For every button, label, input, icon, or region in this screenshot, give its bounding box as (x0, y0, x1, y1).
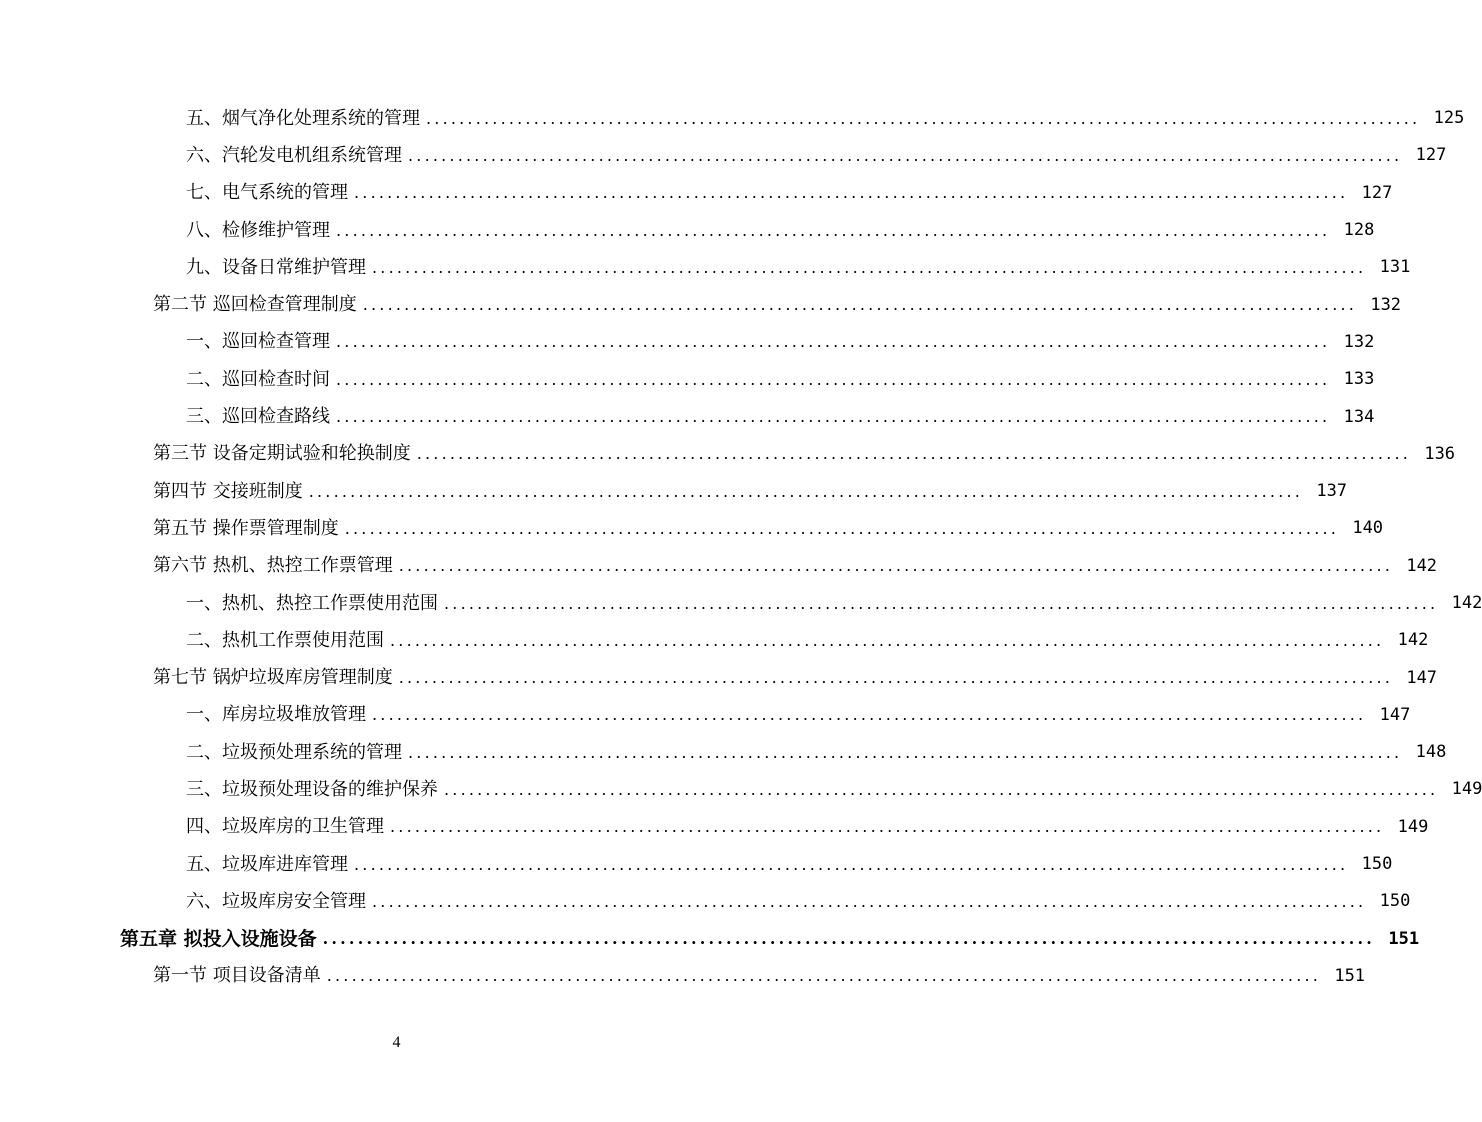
toc-entry-label: 六、垃圾库房安全管理 (186, 890, 366, 912)
toc-entry-label: 六、汽轮发电机组系统管理 (186, 144, 402, 166)
toc-entry-label: 九、设备日常维护管理 (186, 256, 366, 278)
toc-entry-label: 第四节 交接班制度 (153, 480, 303, 502)
toc-leader-dots: ........................................................................................................................ (372, 891, 1367, 911)
toc-entry[interactable] (0, 175, 1393, 212)
toc-entry[interactable] (0, 548, 1438, 585)
toc-entry-label: 第五章 拟投入设施设备 (120, 927, 317, 950)
toc-entry-page: 147 (1406, 667, 1438, 688)
toc-entry[interactable] (0, 212, 1375, 249)
toc-entry-page: 132 (1343, 331, 1375, 352)
toc-leader-dots: ........................................................................................................................ (390, 630, 1385, 650)
table-of-contents (0, 100, 1482, 995)
toc-entry-page: 149 (1397, 816, 1429, 837)
toc-leader-dots: ........................................................................................................................ (416, 444, 1412, 464)
toc-entry-page: 131 (1379, 257, 1411, 278)
toc-leader-dots: ........................................................................................................................ (344, 518, 1340, 538)
toc-entry[interactable] (0, 622, 1429, 659)
toc-entry[interactable] (0, 249, 1411, 286)
toc-leader-dots: ........................................................................................................................ (444, 593, 1439, 613)
toc-entry-page: 134 (1343, 406, 1375, 427)
page-number: 4 (392, 1034, 401, 1051)
toc-entry-page: 127 (1415, 145, 1447, 166)
toc-entry-label: 五、垃圾库进库管理 (186, 853, 348, 875)
toc-entry-label: 二、巡回检查时间 (186, 368, 330, 390)
toc-entry-page: 142 (1397, 630, 1429, 651)
toc-entry-page: 150 (1379, 891, 1411, 912)
toc-entry[interactable] (0, 324, 1375, 361)
toc-leader-dots: ........................................................................................................................ (444, 779, 1439, 799)
toc-entry-page: 151 (1334, 965, 1366, 986)
toc-entry-page: 150 (1361, 854, 1393, 875)
toc-entry[interactable] (0, 361, 1375, 398)
toc-entry[interactable] (0, 771, 1482, 808)
toc-leader-dots: ........................................................................................................................ (322, 929, 1376, 949)
toc-entry-page: 127 (1361, 182, 1393, 203)
toc-entry[interactable] (0, 958, 1366, 995)
toc-leader-dots: ........................................................................................................................ (390, 817, 1385, 837)
toc-entry[interactable] (0, 436, 1456, 473)
toc-entry-label: 二、垃圾预处理系统的管理 (186, 741, 402, 763)
toc-leader-dots: ........................................................................................................................ (372, 257, 1367, 277)
toc-entry[interactable] (0, 883, 1411, 920)
toc-entry[interactable] (0, 286, 1402, 323)
toc-entry-page: 125 (1433, 108, 1465, 129)
toc-leader-dots: ........................................................................................................................ (426, 108, 1421, 128)
toc-entry[interactable] (0, 846, 1393, 883)
toc-entry-page: 148 (1415, 742, 1447, 763)
toc-leader-dots: ........................................................................................................................ (408, 742, 1403, 762)
toc-entry-page: 137 (1316, 481, 1348, 502)
toc-entry-label: 三、垃圾预处理设备的维护保养 (186, 778, 438, 800)
toc-entry[interactable] (0, 697, 1411, 734)
toc-entry-page: 142 (1406, 555, 1438, 576)
toc-entry-label: 第六节 热机、热控工作票管理 (153, 555, 393, 577)
toc-entry[interactable] (0, 100, 1465, 137)
toc-entry-page: 142 (1451, 593, 1482, 613)
toc-entry[interactable] (0, 510, 1384, 547)
toc-leader-dots: ........................................................................................................................ (408, 145, 1403, 165)
toc-entry-label: 二、热机工作票使用范围 (186, 629, 384, 651)
toc-entry-page: 133 (1343, 369, 1375, 390)
toc-entry-page: 128 (1343, 220, 1375, 241)
toc-entry-label: 四、垃圾库房的卫生管理 (186, 816, 384, 838)
toc-entry-label: 第七节 锅炉垃圾库房管理制度 (153, 667, 393, 689)
toc-leader-dots: ........................................................................................................................ (336, 369, 1331, 389)
toc-entry[interactable] (0, 398, 1375, 435)
toc-entry-label: 一、库房垃圾堆放管理 (186, 704, 366, 726)
toc-entry-page: 140 (1352, 518, 1384, 539)
toc-leader-dots: ........................................................................................................................ (362, 295, 1358, 315)
toc-entry-label: 第一节 项目设备清单 (153, 965, 321, 987)
toc-entry-label: 五、烟气净化处理系统的管理 (186, 107, 420, 129)
toc-entry-label: 一、巡回检查管理 (186, 331, 330, 353)
toc-leader-dots: ........................................................................................................................ (308, 481, 1304, 501)
toc-leader-dots: ........................................................................................................................ (372, 705, 1367, 725)
toc-entry-label: 第五节 操作票管理制度 (153, 517, 339, 539)
toc-entry-label: 七、电气系统的管理 (186, 182, 348, 204)
toc-entry-page: 149 (1451, 779, 1482, 800)
toc-entry-page: 147 (1379, 704, 1411, 725)
toc-entry-page: 136 (1424, 443, 1456, 464)
toc-entry-page: 132 (1370, 294, 1402, 315)
toc-leader-dots: ........................................................................................................................ (354, 183, 1349, 203)
toc-entry[interactable] (0, 585, 1482, 622)
toc-entry[interactable] (0, 921, 1420, 958)
toc-leader-dots: ........................................................................................................................ (398, 556, 1394, 576)
toc-entry[interactable] (0, 473, 1348, 510)
toc-leader-dots: ........................................................................................................................ (398, 668, 1394, 688)
toc-entry[interactable] (0, 659, 1438, 696)
toc-entry[interactable] (0, 734, 1447, 771)
toc-entry-label: 八、检修维护管理 (186, 219, 330, 241)
toc-entry-label: 一、热机、热控工作票使用范围 (186, 592, 438, 614)
toc-leader-dots: ........................................................................................................................ (326, 966, 1322, 986)
toc-entry[interactable] (0, 137, 1447, 174)
toc-leader-dots: ........................................................................................................................ (336, 220, 1331, 240)
toc-entry-label: 第三节 设备定期试验和轮换制度 (153, 443, 411, 465)
toc-leader-dots: ........................................................................................................................ (336, 332, 1331, 352)
toc-entry[interactable] (0, 809, 1429, 846)
toc-leader-dots: ........................................................................................................................ (354, 854, 1349, 874)
toc-leader-dots: ........................................................................................................................ (336, 407, 1331, 427)
toc-entry-page: 151 (1388, 928, 1420, 949)
toc-entry-label: 三、巡回检查路线 (186, 406, 330, 428)
toc-entry-label: 第二节 巡回检查管理制度 (153, 294, 357, 316)
